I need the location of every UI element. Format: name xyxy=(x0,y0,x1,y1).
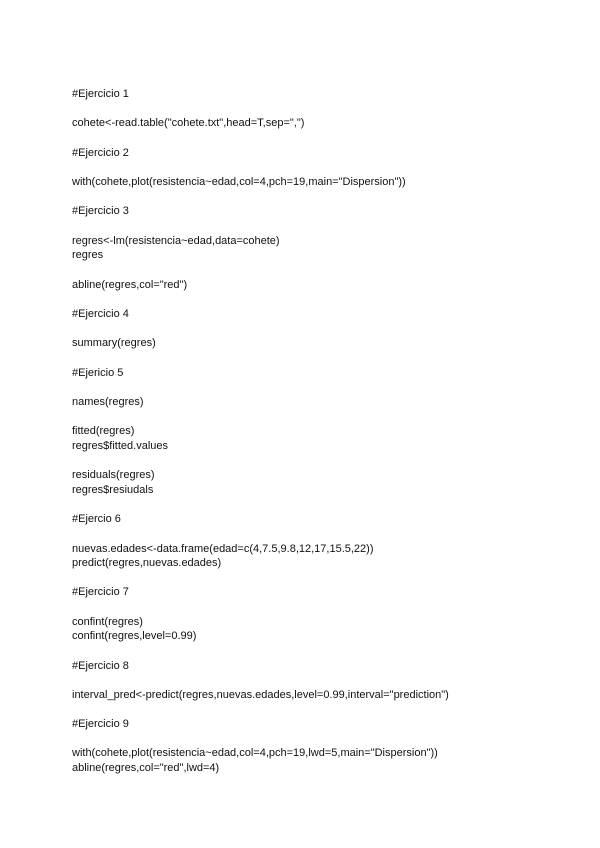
heading-ejercicio-2: #Ejercicio 2 xyxy=(72,147,129,159)
code-line: abline(regres,col="red") xyxy=(72,279,188,291)
code-line: nuevas.edades<-data.frame(edad=c(4,7.5,9.8,12,17,15.5,22)) xyxy=(72,543,374,555)
heading-ejercicio-9: #Ejercicio 9 xyxy=(72,718,129,730)
heading-ejercicio-3: #Ejercicio 3 xyxy=(72,205,129,217)
code-line: cohete<-read.table("cohete.txt",head=T,sep=",") xyxy=(72,117,305,129)
code-line: with(cohete,plot(resistencia~edad,col=4,pch=19,lwd=5,main="Dispersion")) xyxy=(72,747,438,759)
heading-ejercicio-4: #Ejercicio 4 xyxy=(72,308,129,320)
code-line: interval_pred<-predict(regres,nuevas.edades,level=0.99,interval="prediction") xyxy=(72,689,449,701)
code-line: confint(regres,level=0.99) xyxy=(72,630,197,642)
heading-ejercicio-1: #Ejercicio 1 xyxy=(72,88,129,100)
code-line: confint(regres) xyxy=(72,616,143,628)
heading-ejercicio-8: #Ejercicio 8 xyxy=(72,660,129,672)
code-line: names(regres) xyxy=(72,396,144,408)
code-line: summary(regres) xyxy=(72,337,156,349)
code-line: abline(regres,col="red",lwd=4) xyxy=(72,762,220,774)
code-line: fitted(regres) xyxy=(72,425,135,437)
code-line: predict(regres,nuevas.edades) xyxy=(72,557,222,569)
code-line: regres<-lm(resistencia~edad,data=cohete) xyxy=(72,235,280,247)
heading-ejercicio-5: #Ejericio 5 xyxy=(72,367,124,379)
code-line: regres$fitted.values xyxy=(72,440,168,452)
code-line: with(cohete,plot(resistencia~edad,col=4,pch=19,main="Dispersion")) xyxy=(72,176,406,188)
code-line: regres$resiudals xyxy=(72,484,154,496)
code-line: residuals(regres) xyxy=(72,469,155,481)
code-line: regres xyxy=(72,249,104,261)
heading-ejercicio-6: #Ejercio 6 xyxy=(72,513,121,525)
heading-ejercicio-7: #Ejercicio 7 xyxy=(72,586,129,598)
